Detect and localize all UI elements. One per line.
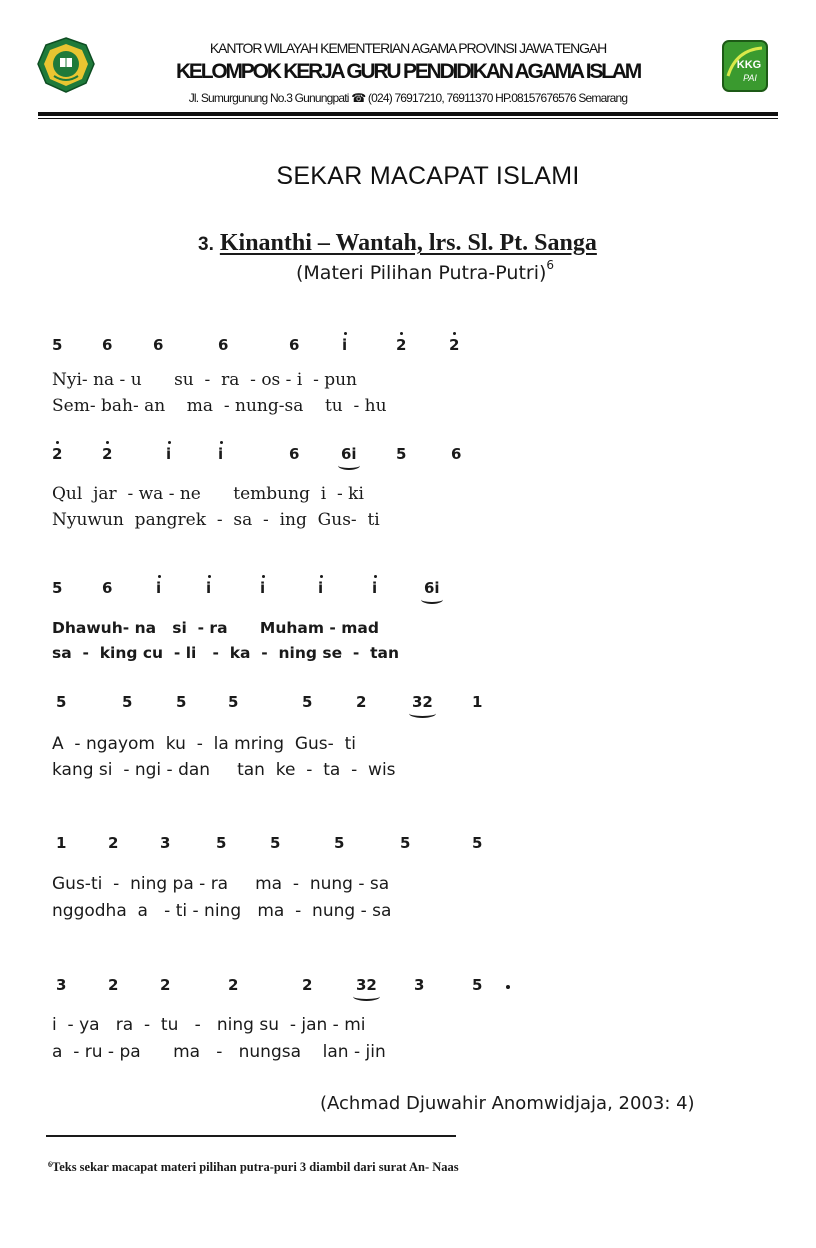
lyric-line: sa - king cu - li - ka - ning se - tan bbox=[52, 644, 400, 662]
note: 2 bbox=[356, 693, 367, 711]
note: 6 bbox=[289, 445, 300, 463]
lyric-line: Sem- bah- an ma - nung-sa tu - hu bbox=[52, 396, 387, 416]
note: 6 bbox=[451, 445, 462, 463]
note: i bbox=[218, 445, 224, 463]
note: 2 bbox=[102, 445, 113, 463]
note: 6 bbox=[218, 336, 229, 354]
note: 3 bbox=[160, 834, 171, 852]
note: 3 bbox=[56, 976, 67, 994]
note: i bbox=[342, 336, 348, 354]
song-subtitle bbox=[296, 258, 555, 284]
note: 5 bbox=[302, 693, 313, 711]
footnote-text: Teks sekar macapat materi pilihan putra-puri 3 diambil dari surat An- Naas bbox=[52, 1160, 459, 1174]
note: 2 bbox=[52, 445, 63, 463]
note: 32 bbox=[356, 976, 377, 994]
note: 2 bbox=[396, 336, 407, 354]
note: 6 bbox=[289, 336, 300, 354]
header-rule-thin bbox=[38, 118, 778, 119]
note: 6i bbox=[424, 579, 440, 597]
note: 5 bbox=[228, 693, 239, 711]
kkg-pai-logo-icon bbox=[722, 40, 768, 92]
lyric-line: Nyi- na - u su - ra - os - i - pun bbox=[52, 370, 358, 390]
note: i bbox=[372, 579, 378, 597]
lyric-line: A - ngayom ku - la mring Gus- ti bbox=[52, 734, 356, 754]
note: i bbox=[156, 579, 162, 597]
letterhead bbox=[0, 0, 816, 120]
note: 5 bbox=[216, 834, 227, 852]
note: i bbox=[206, 579, 212, 597]
note: 3 bbox=[414, 976, 425, 994]
footnote-rule bbox=[46, 1135, 456, 1137]
lyric-line: Qul jar - wa - ne tembung i - ki bbox=[52, 484, 364, 504]
footnote-mark: 6 bbox=[48, 1160, 52, 1169]
song-number: 3. bbox=[198, 234, 214, 255]
note: 6 bbox=[153, 336, 164, 354]
note: 5 bbox=[56, 693, 67, 711]
office-address: Jl. Sumurgunung No.3 Gunungpati ☎ (024) 76917210, 76911370 HP.08157676576 Semarang bbox=[188, 91, 628, 105]
office-name: KANTOR WILAYAH KEMENTERIAN AGAMA PROVINSI JAWA TENGAH bbox=[209, 40, 607, 56]
note: 2 bbox=[302, 976, 313, 994]
lyric-line: Gus-ti - ning pa - ra ma - nung - sa bbox=[52, 874, 390, 894]
note: 2 bbox=[449, 336, 460, 354]
note: 2 bbox=[108, 976, 119, 994]
note: 6 bbox=[102, 336, 113, 354]
note: 6i bbox=[341, 445, 357, 463]
group-name: KELOMPOK KERJA GURU PENDIDIKAN AGAMA ISLAM bbox=[175, 60, 641, 83]
note: 32 bbox=[412, 693, 433, 711]
note: 5 bbox=[400, 834, 411, 852]
citation: (Achmad Djuwahir Anomwidjaja, 2003: 4) bbox=[320, 1093, 695, 1114]
lyric-line: Dhawuh- na si - ra Muham - mad bbox=[52, 619, 379, 637]
note: 5 bbox=[122, 693, 133, 711]
song-name: Kinanthi – Wantah, lrs. Sl. Pt. Sanga bbox=[219, 230, 597, 256]
footnote bbox=[48, 1160, 459, 1175]
lyric-line: a - ru - pa ma - nungsa lan - jin bbox=[52, 1042, 386, 1062]
lyric-line: kang si - ngi - dan tan ke - ta - wis bbox=[52, 760, 396, 780]
song-title bbox=[198, 230, 597, 257]
note: 1 bbox=[472, 693, 483, 711]
kkg-logo-text: KKG bbox=[736, 59, 762, 71]
note: 5 bbox=[270, 834, 281, 852]
note: 5 bbox=[52, 336, 63, 354]
note: i bbox=[318, 579, 324, 597]
note: 5 bbox=[472, 976, 483, 994]
note: 5 bbox=[176, 693, 187, 711]
song-subtitle-text: (Materi Pilihan Putra-Putri) bbox=[296, 262, 547, 284]
note: 2 bbox=[228, 976, 239, 994]
end-dot bbox=[506, 985, 510, 989]
lyric-line: Nyuwun pangrek - sa - ing Gus- ti bbox=[52, 510, 380, 530]
note: i bbox=[260, 579, 266, 597]
note: 2 bbox=[160, 976, 171, 994]
note: 5 bbox=[472, 834, 483, 852]
header-rule-thick bbox=[38, 112, 778, 116]
note: 6 bbox=[102, 579, 113, 597]
note: 1 bbox=[56, 834, 67, 852]
note: 5 bbox=[334, 834, 345, 852]
note: 5 bbox=[396, 445, 407, 463]
document-title: SEKAR MACAPAT ISLAMI bbox=[276, 162, 580, 190]
lyric-line: i - ya ra - tu - ning su - jan - mi bbox=[52, 1015, 366, 1035]
lyric-line: nggodha a - ti - ning ma - nung - sa bbox=[52, 901, 392, 921]
footnote-reference: 6 bbox=[546, 258, 555, 272]
note: 2 bbox=[108, 834, 119, 852]
pai-logo-text: PAI bbox=[743, 73, 757, 83]
note: 5 bbox=[52, 579, 63, 597]
note: i bbox=[166, 445, 172, 463]
